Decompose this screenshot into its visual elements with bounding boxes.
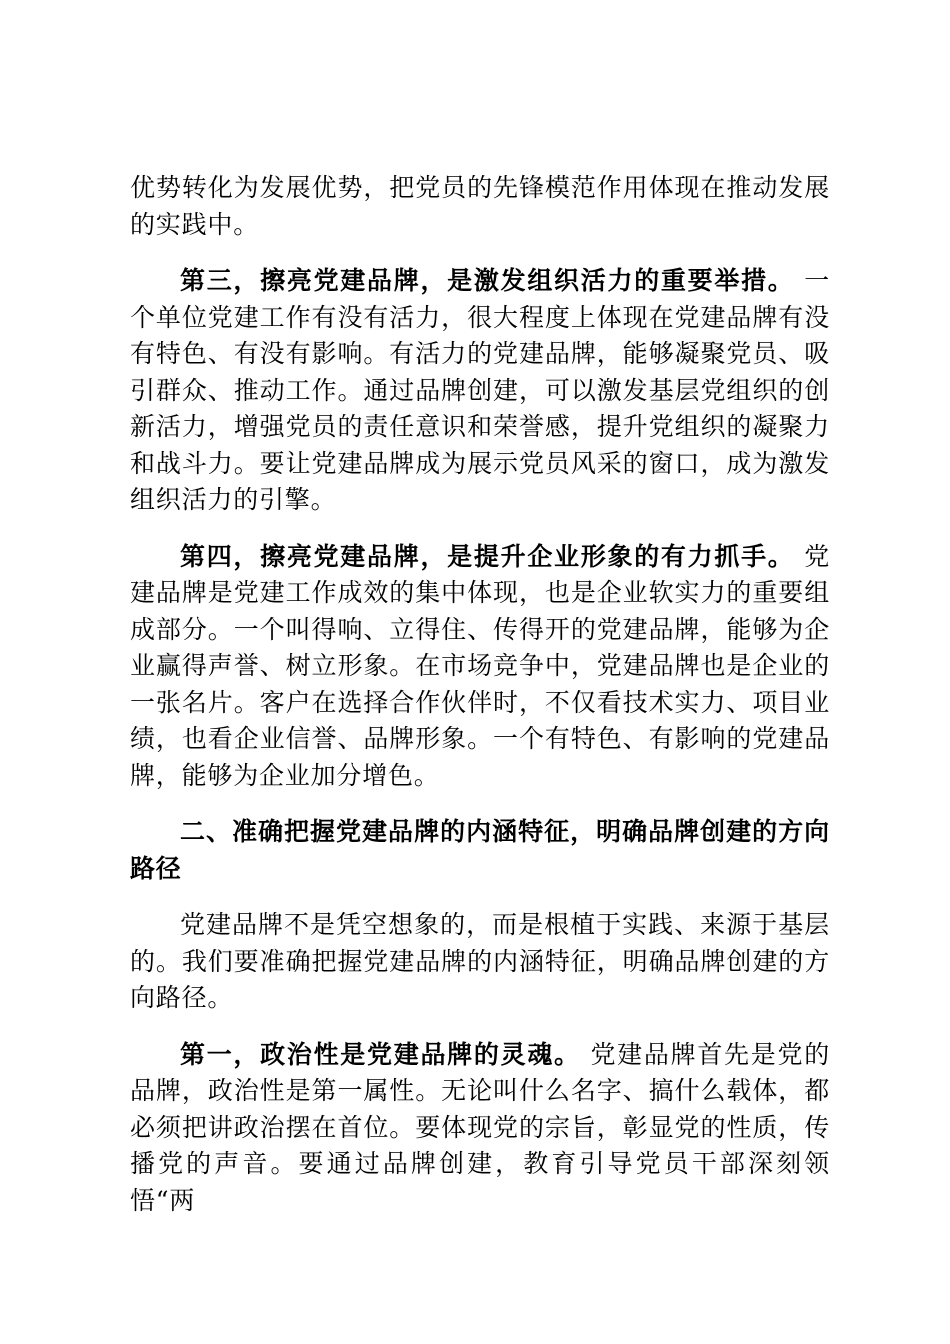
- section-heading: 二、准确把握党建品牌的内涵特征，明确品牌创建的方向路径: [130, 817, 830, 883]
- paragraph-text: 优势转化为发展优势，把党员的先锋模范作用体现在推动发展的实践中。: [130, 173, 830, 239]
- paragraph-first-point: [130, 1037, 830, 1220]
- paragraph-fourth-point: [130, 539, 830, 795]
- paragraph-text: 党建品牌不是凭空想象的，而是根植于实践、来源于基层的。我们要准确把握党建品牌的内涵特征，明确品牌创建的方向路径。: [130, 910, 830, 1012]
- paragraph-lead: 第三，擦亮党建品牌，是激发组织活力的重要举措。: [180, 266, 795, 295]
- paragraph-text: 一个单位党建工作有没有活力，很大程度上体现在党建品牌有没有特色、有没有影响。有活力的党建品牌，能够凝聚党员、吸引群众、推动工作。通过品牌创建，可以激发基层党组织的创新活力，增强党员的责任意识和荣誉感，提升党组织的凝聚力和战斗力。要让党建品牌成为展示党员风采的窗口，成为激发组织活力的引擎。: [130, 266, 830, 514]
- document-page: [130, 170, 830, 1239]
- paragraph-text: 党建品牌是党建工作成效的集中体现，也是企业软实力的重要组成部分。一个叫得响、立得住、传得开的党建品牌，能够为企业赢得声誉、树立形象。在市场竞争中，党建品牌也是企业的一张名片。客户在选择合作伙伴时，不仅看技术实力、项目业绩，也看企业信誉、品牌形象。一个有特色、有影响的党建品牌，能够为企业加分增色。: [130, 541, 830, 790]
- paragraph-continuation: [130, 170, 830, 243]
- paragraph-text: 党建品牌首先是党的品牌，政治性是第一属性。无论叫什么名字、搞什么载体，都必须把讲政治摆在首位。要体现党的宗旨，彰显党的性质，传播党的声音。要通过品牌创建，教育引导党员干部深刻领悟“两: [130, 1039, 830, 1215]
- paragraph-intro: [130, 907, 830, 1017]
- paragraph-lead: 第一，政治性是党建品牌的灵魂。: [180, 1039, 581, 1069]
- paragraph-lead: 第四，擦亮党建品牌，是提升企业形象的有力抓手。: [180, 541, 795, 571]
- paragraph-third-point: [130, 263, 830, 519]
